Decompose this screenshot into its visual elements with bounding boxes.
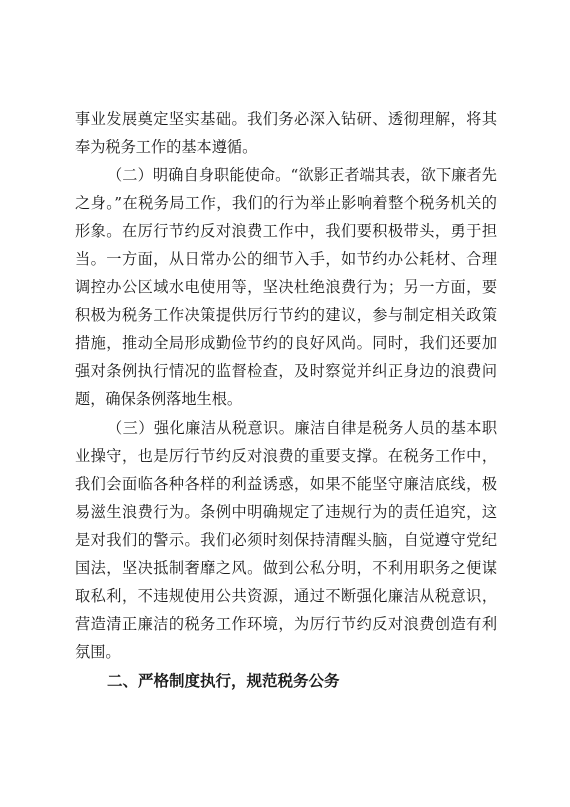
paragraph-2-line-3: 形象。在厉行节约反对浪费工作中，我们要积极带头，勇于担	[75, 222, 497, 240]
paragraph-2-line-9: 题，确保条例落地生根。	[75, 390, 243, 408]
paragraph-3-line-7: 取私利，不违规使用公共资源，通过不断强化廉洁从税意识，	[75, 587, 497, 605]
paragraph-2-line-5: 调控办公区域水电使用等，坚决杜绝浪费行为；另一方面，要	[75, 278, 497, 296]
paragraph-3-line-4: 易滋生浪费行为。条例中明确规定了违规行为的责任追究，这	[75, 503, 497, 521]
paragraph-3-line-1: （三）强化廉洁从税意识。廉洁自律是税务人员的基本职	[107, 419, 497, 437]
section-heading: 二、严格制度执行，规范税务公务	[107, 672, 340, 690]
paragraph-2-line-7: 措施，推动全局形成勤俭节约的良好风尚。同时，我们还要加	[75, 334, 497, 352]
paragraph-3-line-2: 业操守，也是厉行节约反对浪费的重要支撑。在税务工作中，	[75, 447, 497, 465]
paragraph-2-line-8: 强对条例执行情况的监督检查，及时察觉并纠正身边的浪费问	[75, 362, 497, 380]
paragraph-3-line-8: 营造清正廉洁的税务工作环境，为厉行节约反对浪费创造有利	[75, 615, 497, 633]
paragraph-3-line-5: 是对我们的警示。我们必须时刻保持清醒头脑，自觉遵守党纪	[75, 531, 497, 549]
paragraph-2-line-4: 当。一方面，从日常办公的细节入手，如节约办公耗材、合理	[75, 250, 497, 268]
paragraph-2-line-6: 积极为税务工作决策提供厉行节约的建议，参与制定相关政策	[75, 306, 497, 324]
paragraph-1-line-2: 奉为税务工作的基本遵循。	[75, 138, 258, 156]
paragraph-3-line-9: 氛围。	[75, 643, 121, 661]
paragraph-2-line-2: 之身。”在税务局工作，我们的行为举止影响着整个税务机关的	[75, 194, 497, 212]
paragraph-3-line-3: 我们会面临各种各样的利益诱惑，如果不能坚守廉洁底线，极	[75, 475, 497, 493]
paragraph-2-line-1: （二）明确自身职能使命。“欲影正者端其表，欲下廉者先	[107, 166, 497, 184]
paragraph-1-line-1: 事业发展奠定坚实基础。我们务必深入钻研、透彻理解，将其	[75, 110, 497, 128]
paragraph-3-line-6: 国法，坚决抵制奢靡之风。做到公私分明，不利用职务之便谋	[75, 559, 497, 577]
